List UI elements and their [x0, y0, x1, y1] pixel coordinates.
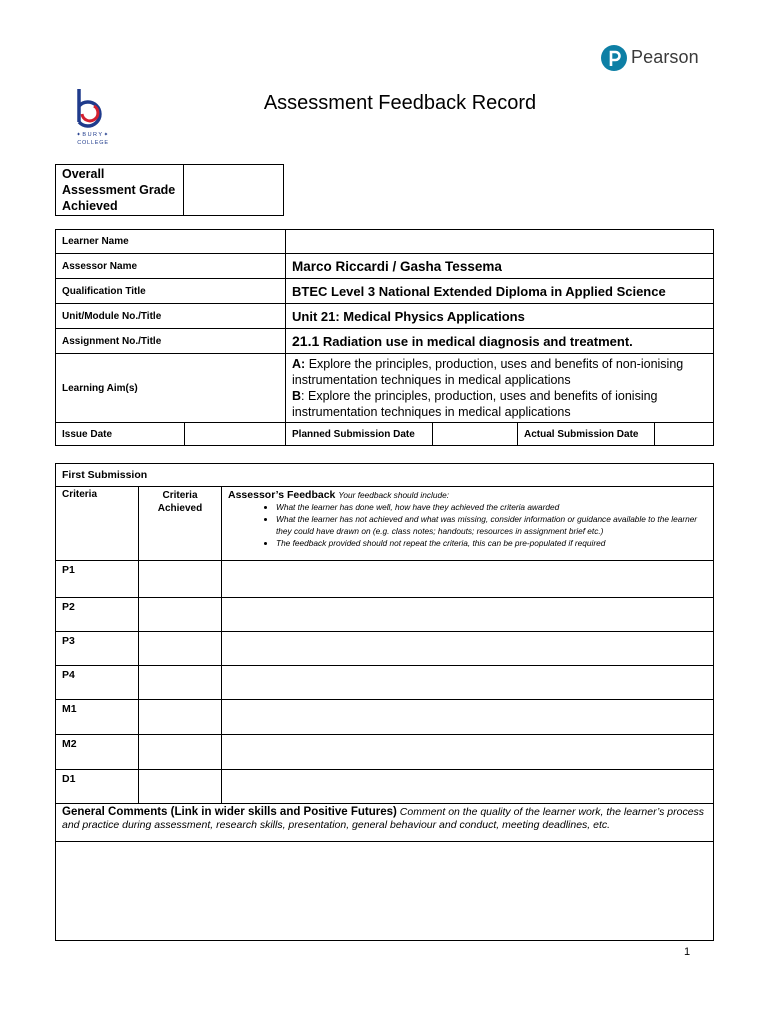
learning-aim-b: [292, 388, 707, 420]
criteria-achieved-cell[interactable]: [139, 735, 222, 770]
pearson-logo: [600, 44, 710, 74]
criteria-column-header: Criteria: [56, 487, 139, 561]
unit-field[interactable]: Unit 21: Medical Physics Applications: [286, 304, 714, 329]
feedback-cell[interactable]: [222, 598, 714, 632]
criteria-code: P3: [56, 632, 139, 666]
general-comments-header: [56, 804, 714, 842]
criteria-row-p4: [56, 666, 714, 700]
criteria-row-m2: [56, 735, 714, 770]
page-number: 1: [684, 946, 691, 958]
unit-label: Unit/Module No./Title: [56, 304, 286, 329]
planned-submission-field[interactable]: [433, 423, 518, 446]
feedback-guidance-item: • The feedback provided should not repeat the criteria, this can be pre-populated if required: [276, 537, 707, 549]
criteria-code: M2: [56, 735, 139, 770]
aim-a-text: Explore the principles, production, uses and benefits of non-ionising instrumentation techniques in medical applications: [292, 357, 684, 387]
aim-a-letter: A:: [292, 357, 306, 371]
learner-name-label: Learner Name: [56, 230, 286, 254]
feedback-cell[interactable]: [222, 770, 714, 804]
feedback-guidance-item: • What the learner has done well, how have they achieved the criteria awarded: [276, 501, 707, 513]
criteria-achieved-cell[interactable]: [139, 561, 222, 598]
overall-grade-table: [55, 164, 284, 216]
general-comments-hint: Comment on the quality of the learner work, the learner’s process and practice during assessment, research skills, presentation, general behaviour and conduct, meeting deadlines, etc.: [62, 806, 705, 831]
criteria-achieved-cell[interactable]: [139, 700, 222, 735]
learner-name-field[interactable]: [286, 230, 714, 254]
qualification-field[interactable]: BTEC Level 3 National Extended Diploma in Applied Science: [286, 279, 714, 304]
svg-text:COLLEGE: COLLEGE: [77, 140, 109, 146]
qualification-label: Qualification Title: [56, 279, 286, 304]
general-comments-field[interactable]: [56, 842, 714, 941]
pearson-wordmark: Pearson: [631, 47, 699, 67]
criteria-code: P2: [56, 598, 139, 632]
issue-date-field[interactable]: [185, 423, 286, 446]
criteria-achieved-cell[interactable]: [139, 632, 222, 666]
feedback-cell[interactable]: [222, 666, 714, 700]
criteria-code: P1: [56, 561, 139, 598]
assignment-label: Assignment No./Title: [56, 329, 286, 354]
learner-info-table: [55, 229, 714, 446]
pearson-p-icon: [600, 44, 628, 72]
assessor-name-field[interactable]: Marco Riccardi / Gasha Tessema: [286, 254, 714, 279]
criteria-code: M1: [56, 700, 139, 735]
assignment-title: Radiation use in medical diagnosis and treatment.: [322, 334, 633, 349]
learning-aims-label: Learning Aim(s): [56, 354, 286, 423]
assessor-feedback-title: Assessor’s Feedback: [228, 489, 336, 501]
feedback-guidance-list: [228, 501, 707, 549]
overall-grade-field[interactable]: [184, 165, 284, 216]
assessor-feedback-subtitle: Your feedback should include:: [338, 490, 450, 500]
criteria-achieved-column-header: Criteria Achieved: [139, 487, 222, 561]
criteria-row-p3: [56, 632, 714, 666]
assessor-feedback-column-header: [222, 487, 714, 561]
overall-grade-label: Overall Assessment Grade Achieved: [56, 165, 184, 216]
criteria-row-p2: [56, 598, 714, 632]
learning-aims-field[interactable]: [286, 354, 714, 423]
bury-college-logo: [66, 86, 120, 152]
issue-date-label: Issue Date: [56, 423, 185, 446]
assignment-number: 21.1: [292, 333, 320, 349]
aim-b-text: : Explore the principles, production, uses and benefits of ionising instrumentation techniques in medical applications: [292, 389, 658, 419]
assessment-table: [55, 463, 714, 941]
criteria-row-d1: [56, 770, 714, 804]
svg-text:✦BURY✦: ✦BURY✦: [76, 132, 110, 138]
feedback-cell[interactable]: [222, 700, 714, 735]
page-title: Assessment Feedback Record: [263, 92, 537, 114]
criteria-achieved-cell[interactable]: [139, 598, 222, 632]
first-submission-header: First Submission: [56, 464, 714, 487]
actual-submission-label: Actual Submission Date: [518, 423, 655, 446]
criteria-achieved-cell[interactable]: [139, 666, 222, 700]
assignment-field[interactable]: [286, 329, 714, 354]
criteria-row-m1: [56, 700, 714, 735]
criteria-code: D1: [56, 770, 139, 804]
assessor-name-label: Assessor Name: [56, 254, 286, 279]
learning-aim-a: [292, 356, 707, 388]
actual-submission-field[interactable]: [655, 423, 714, 446]
feedback-cell[interactable]: [222, 735, 714, 770]
feedback-guidance-item: • What the learner has not achieved and what was missing, consider information or guidance available to the learner they could have drawn on (e.g. class notes; handouts; resources in assignment brief etc.): [276, 513, 707, 537]
planned-submission-label: Planned Submission Date: [286, 423, 433, 446]
criteria-row-p1: [56, 561, 714, 598]
criteria-code: P4: [56, 666, 139, 700]
feedback-cell[interactable]: [222, 561, 714, 598]
aim-b-letter: B: [292, 389, 302, 403]
general-comments-title: General Comments (Link in wider skills and Positive Futures): [62, 806, 397, 818]
feedback-cell[interactable]: [222, 632, 714, 666]
criteria-achieved-cell[interactable]: [139, 770, 222, 804]
